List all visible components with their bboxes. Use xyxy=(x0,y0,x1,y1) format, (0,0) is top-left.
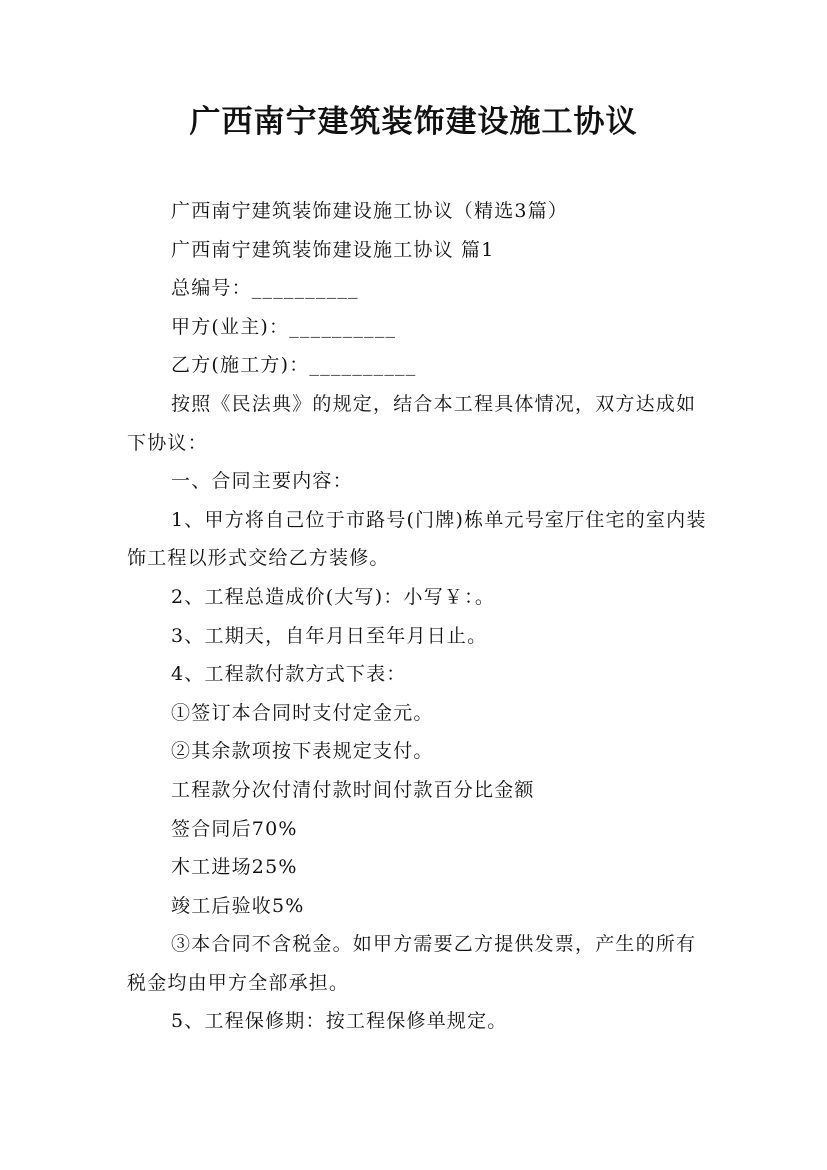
paragraph: 5、工程保修期：按工程保修单规定。 xyxy=(171,1010,508,1033)
paragraph: 广西南宁建筑装饰建设施工协议（精选3篇） xyxy=(171,200,569,222)
paragraph: 4、工程款付款方式下表： xyxy=(171,663,407,686)
paragraph: 甲方(业主)：__________ xyxy=(171,315,397,338)
paragraph: 竣工后验收5% xyxy=(171,894,305,917)
paragraph: 工程款分次付清付款时间付款百分比金额 xyxy=(171,778,535,801)
paragraph: 2、工程总造成价(大写)：小写￥：。 xyxy=(171,585,496,608)
paragraph: ②其余款项按下表规定支付。 xyxy=(171,740,434,763)
paragraph: 总编号：__________ xyxy=(171,277,359,300)
paragraph: 1、甲方将自己位于市路号(门牌)栋单元号室厅住宅的室内装饰工程以形式交给乙方装修。 xyxy=(127,508,707,570)
document-title: 广西南宁建筑装饰建设施工协议 xyxy=(189,104,638,140)
document-body xyxy=(127,192,707,1041)
paragraph: 3、工期天，自年月日至年月日止。 xyxy=(171,624,488,647)
paragraph: 签合同后70% xyxy=(171,817,298,840)
paragraph: 按照《民法典》的规定，结合本工程具体情况，双方达成如下协议： xyxy=(127,392,697,454)
paragraph: 乙方(施工方)：__________ xyxy=(171,354,417,377)
paragraph: ①签订本合同时支付定金元。 xyxy=(171,701,434,724)
paragraph: 一、合同主要内容： xyxy=(171,470,353,493)
paragraph: ③本合同不含税金。如甲方需要乙方提供发票，产生的所有税金均由甲方全部承担。 xyxy=(127,933,697,994)
paragraph: 广西南宁建筑装饰建设施工协议 篇1 xyxy=(171,238,495,261)
paragraph: 木工进场25% xyxy=(171,856,298,879)
